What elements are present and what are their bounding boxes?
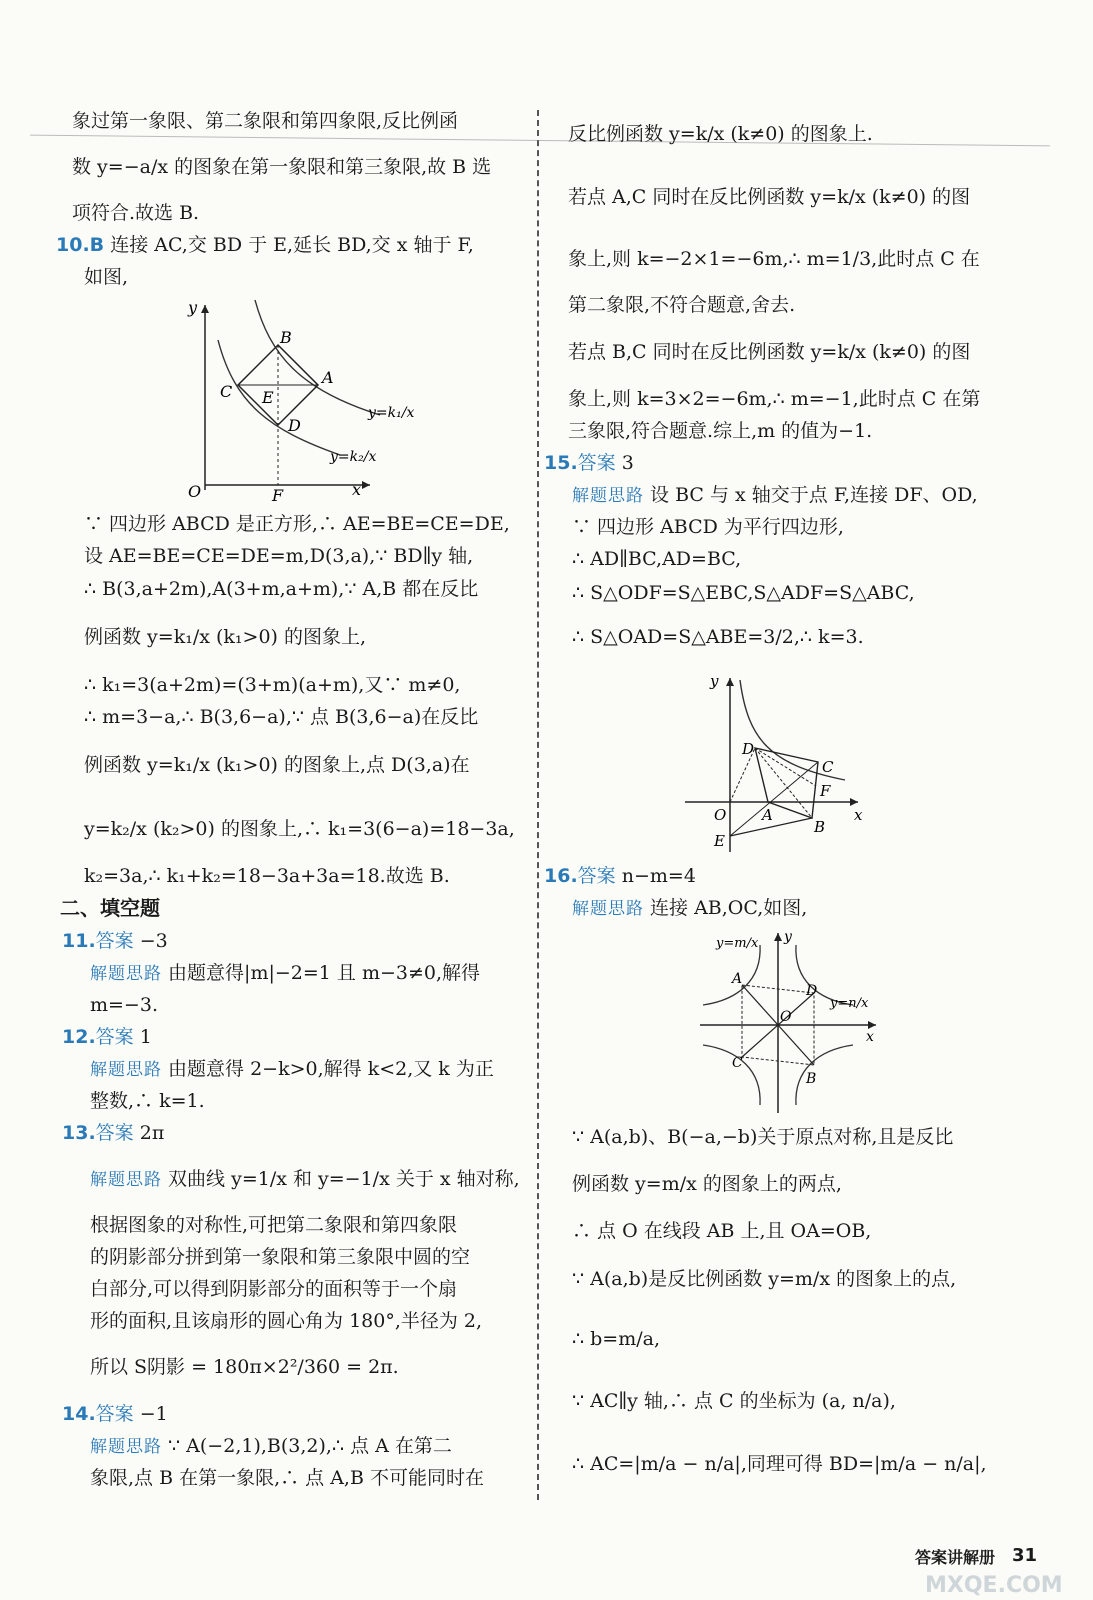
problem-10 — [56, 236, 474, 255]
text-line: ∴ S△OAD=S△ABE=3/2,∴ k=3. — [572, 626, 864, 648]
x-axis-arrow — [850, 798, 858, 806]
label-d: D — [742, 740, 755, 758]
text-line: 如图, — [84, 266, 129, 288]
label-b: B — [280, 328, 292, 347]
label-x: x — [352, 480, 362, 499]
footer-label: 答案讲解册 — [915, 1548, 996, 1567]
answer-value: 2π — [139, 1122, 165, 1144]
label-e: E — [714, 832, 725, 850]
answer-value: 1 — [139, 1026, 152, 1048]
text-line: 数 y=−a/x 的图象在第一象限和第三象限,故 B 选 — [72, 156, 492, 178]
problem-number: 10.B — [56, 234, 105, 256]
text-line: 设 AE=BE=CE=DE=m,D(3,a),∵ BD∥y 轴, — [84, 545, 474, 567]
label-f: F — [272, 486, 284, 505]
solution-line — [90, 1170, 520, 1189]
problem-number: 14. — [62, 1403, 96, 1425]
solution-tag: 解题思路 — [90, 1437, 162, 1457]
solution-tag: 解题思路 — [572, 899, 644, 919]
text-line: 白部分,可以得到阴影部分的面积等于一个扇 — [90, 1278, 458, 1300]
label-c: C — [822, 758, 834, 776]
text-line: ∴ b=m/a, — [572, 1328, 660, 1350]
text-line: 双曲线 y=1/x 和 y=−1/x 关于 x 轴对称, — [168, 1168, 520, 1190]
label-c: C — [732, 1055, 743, 1071]
text-line: 所以 S阴影 = 180π×2²/360 = 2π. — [90, 1356, 399, 1378]
label-a: A — [732, 971, 743, 987]
figure-15 — [680, 670, 880, 860]
text-line: ∴ 点 O 在线段 AB 上,且 OA=OB, — [572, 1220, 872, 1242]
text-line: 由题意得|m|−2=1 且 m−3≠0,解得 — [168, 962, 481, 984]
text-line: 第二象限,不符合题意,舍去. — [568, 294, 796, 316]
text-line: 形的面积,且该扇形的圆心角为 180°,半径为 2, — [90, 1310, 483, 1332]
column-divider — [537, 110, 539, 1500]
label-y: y — [188, 298, 198, 317]
y-axis-arrow — [201, 305, 209, 313]
problem-number: 13. — [62, 1122, 96, 1144]
label-o: O — [188, 482, 202, 501]
text-line: 若点 B,C 同时在反比例函数 y=k/x (k≠0) 的图 — [568, 341, 971, 363]
answer-value: −1 — [139, 1403, 168, 1425]
label-curve-k1: y=k₁/x — [368, 405, 415, 421]
watermark-text: MXQE.COM — [925, 1573, 1063, 1598]
text-line: ∵ A(−2,1),B(3,2),∴ 点 A 在第二 — [168, 1435, 452, 1457]
label-b: B — [814, 818, 826, 836]
label-y: y — [710, 672, 719, 690]
scan-edge-line — [30, 135, 1050, 147]
problem-number: 16. — [544, 865, 578, 887]
text-line: 象上,则 k=3×2=−6m,∴ m=−1,此时点 C 在第 — [568, 388, 981, 410]
label-o: O — [714, 806, 727, 824]
solution-line — [90, 1060, 494, 1079]
text-line: 整数,∴ k=1. — [90, 1090, 205, 1112]
problem-13 — [62, 1124, 164, 1143]
solution-tag: 解题思路 — [572, 486, 644, 506]
text-line: ∴ m=3−a,∴ B(3,6−a),∵ 点 B(3,6−a)在反比 — [84, 706, 479, 728]
text-line: m=−3. — [90, 994, 158, 1016]
text-line: ∴ k₁=3(a+2m)=(3+m)(a+m),又∵ m≠0, — [84, 674, 461, 696]
solution-line — [90, 964, 480, 983]
text-line: 的阴影部分拼到第一象限和第三象限中圆的空 — [90, 1246, 471, 1268]
label-x: x — [866, 1029, 874, 1045]
label-a: A — [322, 368, 334, 387]
label-y-n: y=n/x — [830, 996, 869, 1011]
problem-12 — [62, 1028, 152, 1047]
text-line: 根据图象的对称性,可把第二象限和第四象限 — [90, 1214, 458, 1236]
label-curve-k2: y=k₂/x — [330, 449, 377, 465]
figure-10 — [180, 295, 420, 505]
figure-16 — [698, 925, 898, 1115]
text-line: 设 BC 与 x 轴交于点 F,连接 DF、OD, — [650, 484, 978, 506]
text-line: 例函数 y=m/x 的图象上的两点, — [572, 1173, 842, 1195]
label-b: B — [806, 1071, 817, 1087]
text-line: 由题意得 2−k>0,解得 k<2,又 k 为正 — [168, 1058, 494, 1080]
text-line: 连接 AB,OC,如图, — [650, 897, 808, 919]
problem-number: 12. — [62, 1026, 96, 1048]
label-y-m: y=m/x — [716, 936, 759, 951]
solution-line — [90, 1437, 452, 1456]
text-line: 三象限,符合题意.综上,m 的值为−1. — [568, 420, 873, 442]
text-line: ∴ AC=|m/a − n/a|,同理可得 BD=|m/a − n/a|, — [572, 1453, 987, 1475]
text-line: y=k₂/x (k₂>0) 的图象上,∴ k₁=3(6−a)=18−3a, — [84, 818, 515, 840]
answer-value: 3 — [621, 452, 634, 474]
text-line: ∵ AC∥y 轴,∴ 点 C 的坐标为 (a, n/a), — [572, 1390, 896, 1412]
text-line: 例函数 y=k₁/x (k₁>0) 的图象上, — [84, 626, 367, 648]
segment-df — [755, 748, 816, 786]
answer-tag: 答案 — [577, 452, 616, 474]
y-axis-arrow — [726, 678, 734, 686]
text-line: 项符合.故选 B. — [72, 202, 200, 224]
text-line: 象过第一象限、第二象限和第四象限,反比例函 — [72, 110, 459, 132]
answer-value: −3 — [139, 930, 168, 952]
solution-line — [572, 486, 978, 505]
label-x: x — [854, 806, 863, 824]
problem-16 — [544, 867, 696, 886]
text-line: ∴ B(3,a+2m),A(3+m,a+m),∵ A,B 都在反比 — [84, 578, 479, 600]
curve-n-q3 — [703, 1045, 760, 1105]
text-line: 例函数 y=k₁/x (k₁>0) 的图象上,点 D(3,a)在 — [84, 754, 470, 776]
curve-k2 — [218, 340, 340, 455]
answer-tag: 答案 — [95, 1026, 134, 1048]
text-line: ∵ 四边形 ABCD 是正方形,∴ AE=BE=CE=DE, — [84, 513, 510, 535]
text-line: 连接 AC,交 BD 于 E,延长 BD,交 x 轴于 F, — [110, 234, 474, 256]
text-line: 若点 A,C 同时在反比例函数 y=k/x (k≠0) 的图 — [568, 186, 971, 208]
x-axis-arrow — [362, 481, 370, 489]
solution-tag: 解题思路 — [90, 964, 162, 984]
problem-11 — [62, 932, 168, 951]
solution-tag: 解题思路 — [90, 1170, 162, 1190]
label-a: A — [762, 806, 773, 824]
problem-number: 11. — [62, 930, 96, 952]
text-line: k₂=3a,∴ k₁+k₂=18−3a+3a=18.故选 B. — [84, 865, 450, 887]
text-line: 象限,点 B 在第一象限,∴ 点 A,B 不可能同时在 — [90, 1467, 484, 1489]
x-axis-arrow — [868, 1021, 876, 1029]
solution-line — [572, 899, 807, 918]
label-d: D — [806, 983, 818, 999]
answer-value: n−m=4 — [621, 865, 696, 887]
label-o: O — [780, 1009, 792, 1025]
solution-tag: 解题思路 — [90, 1060, 162, 1080]
text-line: ∴ S△ODF=S△EBC,S△ADF=S△ABC, — [572, 582, 915, 604]
text-line: ∵ A(a,b)是反比例函数 y=m/x 的图象上的点, — [572, 1268, 957, 1290]
answer-tag: 答案 — [95, 1122, 134, 1144]
curve-k1 — [255, 300, 380, 415]
answer-tag: 答案 — [95, 930, 134, 952]
problem-14 — [62, 1405, 168, 1424]
y-axis-arrow — [774, 933, 782, 941]
label-d: D — [288, 416, 301, 435]
label-e: E — [262, 388, 274, 407]
answer-tag: 答案 — [577, 865, 616, 887]
label-c: C — [220, 382, 233, 401]
label-f: F — [820, 782, 831, 800]
text-line: ∵ 四边形 ABCD 为平行四边形, — [572, 516, 844, 538]
problem-15 — [544, 454, 634, 473]
text-line: 反比例函数 y=k/x (k≠0) 的图象上. — [568, 123, 873, 145]
text-line: 象上,则 k=−2×1=−6m,∴ m=1/3,此时点 C 在 — [568, 248, 980, 270]
text-line: ∴ AD∥BC,AD=BC, — [572, 548, 742, 570]
answer-tag: 答案 — [95, 1403, 134, 1425]
page-number: 31 — [1012, 1545, 1038, 1566]
text-line: ∵ A(a,b)、B(−a,−b)关于原点对称,且是反比 — [572, 1126, 954, 1148]
label-y: y — [784, 929, 792, 945]
problem-number: 15. — [544, 452, 578, 474]
section-title: 二、填空题 — [60, 896, 160, 920]
